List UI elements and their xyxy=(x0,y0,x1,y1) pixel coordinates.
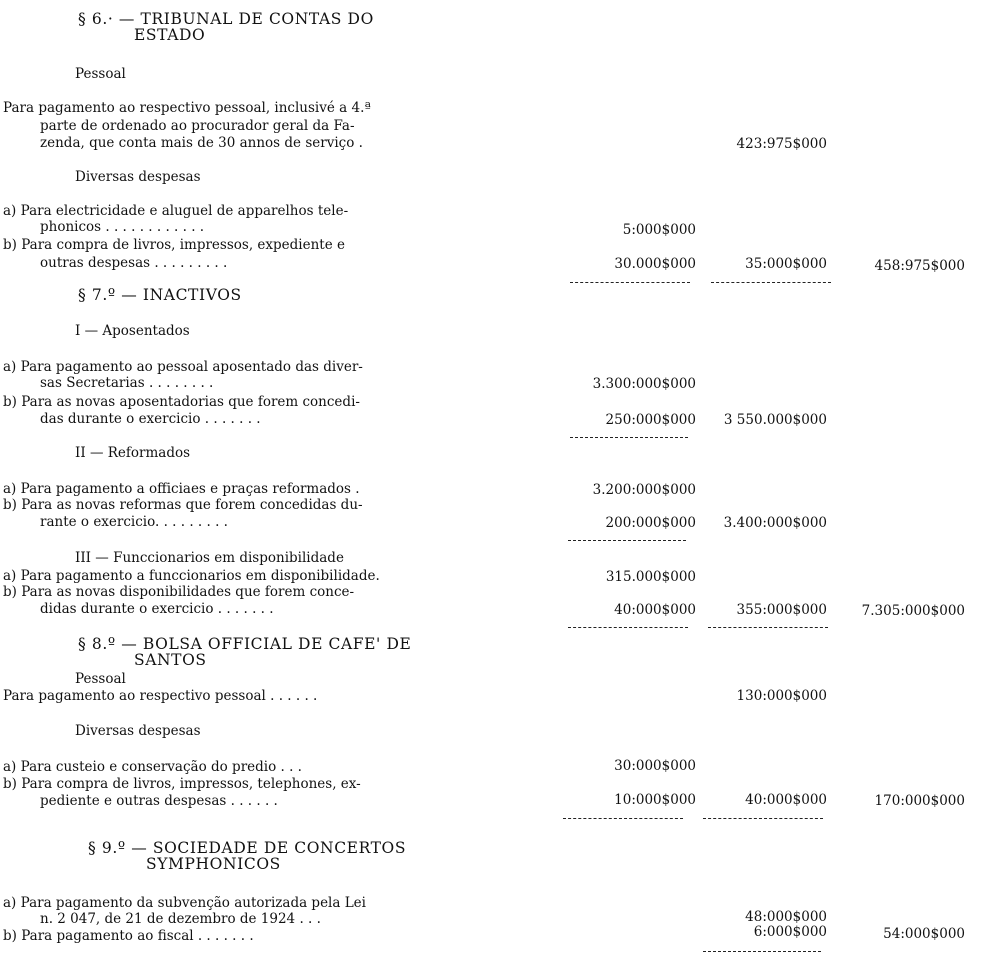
section-6-heading: § 6.· — TRIBUNAL DE CONTAS DO xyxy=(78,10,374,28)
s6-pessoal-label: Pessoal xyxy=(75,66,126,82)
s7-iii-b-line-2: didas durante o exercicio . . . . . . . xyxy=(40,601,274,617)
s8-pessoal-value: 130:000$000 xyxy=(736,688,827,704)
s6-diversas-label: Diversas despesas xyxy=(75,169,201,185)
s7-aposentados-label: I — Aposentados xyxy=(75,323,190,339)
section-8-heading: § 8.º — BOLSA OFFICIAL DE CAFE' DE xyxy=(78,635,412,653)
s6-pessoal-value: 423:975$000 xyxy=(736,136,827,152)
s6-total: 458:975$000 xyxy=(874,258,965,274)
s8-item-a-value: 30:000$000 xyxy=(614,758,696,774)
s7-i-a-line-1: a) Para pagamento ao pessoal aposentado das diver- xyxy=(3,359,363,375)
s7-ii-a-line-1: a) Para pagamento a officiaes e praças reformados . xyxy=(3,481,360,497)
s7-ii-b-value: 200:000$000 xyxy=(605,515,696,531)
s8-rule-col1 xyxy=(563,818,683,819)
s6-rule-col2 xyxy=(711,282,831,283)
s6-item-b-value: 30.000$000 xyxy=(614,256,696,272)
s7-ii-b-line-1: b) Para as novas reformas que forem concedidas du- xyxy=(3,497,363,513)
s8-pessoal-line: Para pagamento ao respectivo pessoal . . . . . . xyxy=(3,688,318,704)
s7-i-b-line-1: b) Para as novas aposentadorias que forem concedi- xyxy=(3,394,360,410)
s6-item-a-line-1: a) Para electricidade e aluguel de apparelhos tele- xyxy=(3,203,349,219)
s6-pessoal-line-1: Para pagamento ao respectivo pessoal, inclusivé a 4.ª xyxy=(3,100,371,116)
s7-ii-rule xyxy=(568,540,686,541)
s7-i-b-value: 250:000$000 xyxy=(605,412,696,428)
s7-iii-rule-col1 xyxy=(568,627,688,628)
s7-total: 7.305:000$000 xyxy=(861,603,965,619)
s9-item-b-value: 6:000$000 xyxy=(753,924,827,940)
s6-pessoal-line-2: parte de ordenado ao procurador geral da Fa- xyxy=(40,118,355,134)
s8-item-b-line-2: pediente e outras despesas . . . . . . xyxy=(40,793,278,809)
s7-i-a-line-2: sas Secretarias . . . . . . . . xyxy=(40,375,214,391)
section-8-heading-cont: SANTOS xyxy=(134,651,207,669)
s7-i-a-value: 3.300:000$000 xyxy=(592,376,696,392)
s8-pessoal-label: Pessoal xyxy=(75,671,126,687)
s9-item-a-value: 48:000$000 xyxy=(745,909,827,925)
s7-ii-b-line-2: rante o exercicio. . . . . . . . . xyxy=(40,514,228,530)
s6-pessoal-line-3: zenda, que conta mais de 30 annos de serviço . xyxy=(40,135,363,151)
s8-item-b-value: 10:000$000 xyxy=(614,792,696,808)
s6-rule-col1 xyxy=(570,282,690,283)
s9-item-a-line-2: n. 2 047, de 21 de dezembro de 1924 . . . xyxy=(40,911,321,927)
s7-i-b-line-2: das durante o exercicio . . . . . . . xyxy=(40,411,261,427)
s8-total: 170:000$000 xyxy=(874,793,965,809)
s6-item-b-line-1: b) Para compra de livros, impressos, expediente e xyxy=(3,237,345,253)
s7-i-subtotal: 3 550.000$000 xyxy=(723,412,827,428)
s7-iii-b-line-1: b) Para as novas disponibilidades que forem conce- xyxy=(3,584,355,600)
s7-ii-subtotal: 3.400:000$000 xyxy=(723,515,827,531)
s6-item-b-line-2: outras despesas . . . . . . . . . xyxy=(40,255,228,271)
s7-iii-rule-col2 xyxy=(708,627,828,628)
section-6-heading-cont: ESTADO xyxy=(134,26,206,44)
section-9-heading: § 9.º — SOCIEDADE DE CONCERTOS xyxy=(88,839,407,857)
section-7-heading: § 7.º — INACTIVOS xyxy=(78,286,242,304)
s7-disponibilidade-label: III — Funccionarios em disponibilidade xyxy=(75,550,344,566)
s7-i-rule xyxy=(570,437,688,438)
s7-reformados-label: II — Reformados xyxy=(75,445,191,461)
section-9-heading-cont: SYMPHONICOS xyxy=(146,855,281,873)
s6-subtotal: 35:000$000 xyxy=(745,256,827,272)
s7-iii-a-line-1: a) Para pagamento a funccionarios em disponibilidade. xyxy=(3,568,380,584)
s7-ii-a-value: 3.200:000$000 xyxy=(592,482,696,498)
s9-item-a-line-1: a) Para pagamento da subvenção autorizada pela Lei xyxy=(3,895,366,911)
s8-item-a-line-1: a) Para custeio e conservação do predio . . . xyxy=(3,759,302,775)
s6-item-a-value: 5:000$000 xyxy=(622,222,696,238)
s6-item-a-line-2: phonicos . . . . . . . . . . . . xyxy=(40,219,205,235)
s8-subtotal: 40:000$000 xyxy=(745,792,827,808)
s9-rule xyxy=(703,951,821,952)
s8-item-b-line-1: b) Para compra de livros, impressos, telephones, ex- xyxy=(3,776,361,792)
s7-iii-subtotal: 355:000$000 xyxy=(736,602,827,618)
s7-iii-b-value: 40:000$000 xyxy=(614,602,696,618)
s9-total: 54:000$000 xyxy=(883,926,965,942)
s9-item-b-line-1: b) Para pagamento ao fiscal . . . . . . . xyxy=(3,928,254,944)
s8-rule-col2 xyxy=(703,818,823,819)
s8-diversas-label: Diversas despesas xyxy=(75,723,201,739)
s7-iii-a-value: 315.000$000 xyxy=(605,569,696,585)
